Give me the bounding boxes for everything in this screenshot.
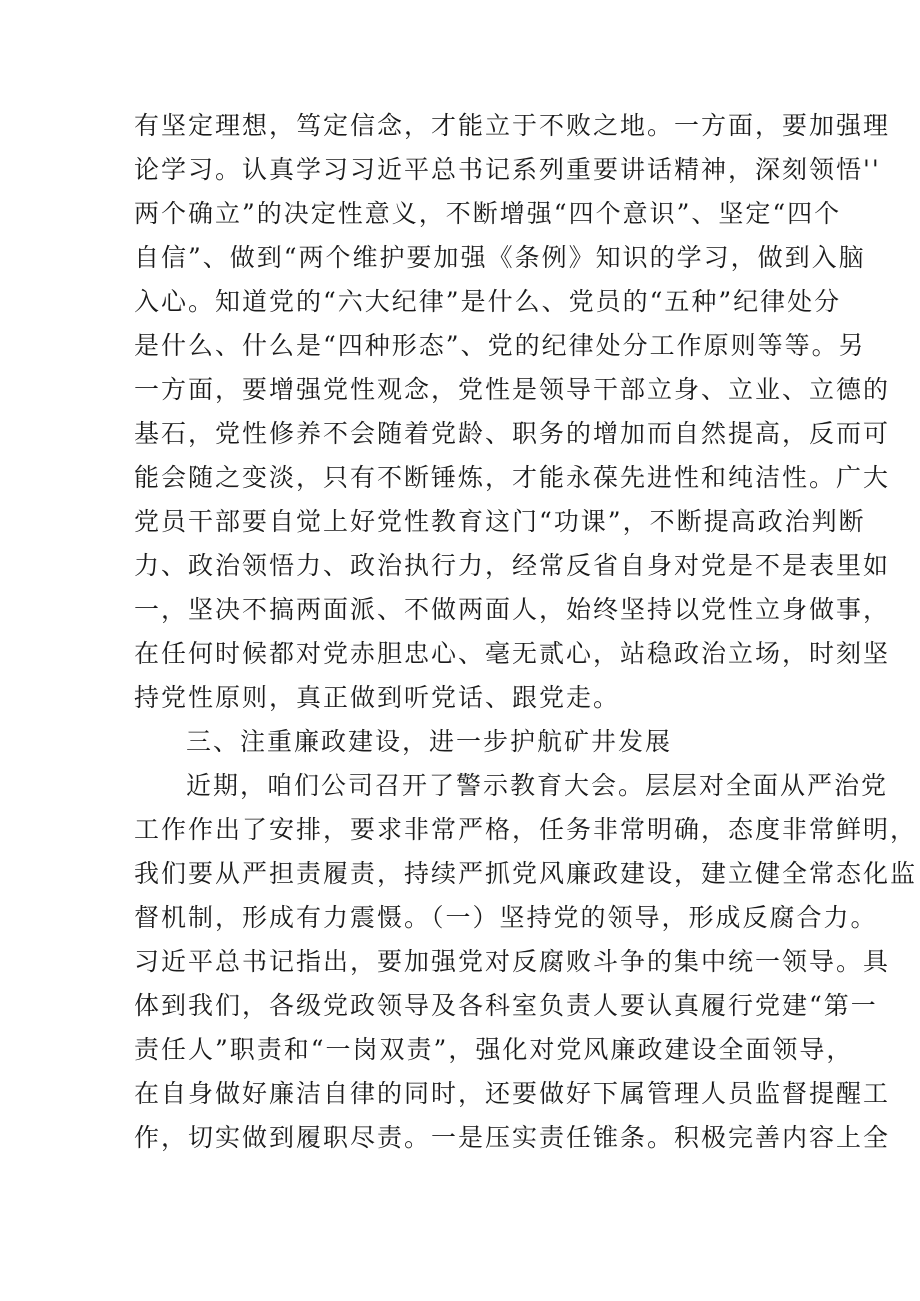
text-line: 有坚定理想，笃定信念，才能立于不败之地。一方面，要加强理	[134, 111, 891, 140]
text-line: 一方面，要增强党性观念，党性是领导干部立身、立业、立德的	[134, 375, 891, 404]
text-line: 在任何时候都对党赤胆忠心、毫无贰心，站稳政治立场，时刻坚	[134, 639, 891, 668]
text-line: 党员干部要自觉上好党性教育这门“功课”，不断提高政治判断	[134, 507, 866, 536]
text-line: 基石，党性修养不会随着党龄、职务的增加而自然提高，反而可	[134, 419, 891, 448]
text-line: 作，切实做到履职尽责。一是压实责任锥条。积极完善内容上全	[134, 1123, 891, 1152]
text-line: 我们要从严担责履责，持续严抓党风廉政建设，建立健全常态化监	[134, 859, 918, 888]
text-line: 工作作出了安排，要求非常严格，任务非常明确，态度非常鲜明，	[134, 815, 918, 844]
text-line: 是什么、什么是“四种形态”、党的纪律处分工作原则等等。另	[134, 331, 866, 360]
text-line: 自信”、做到“两个维护要加强《条例》知识的学习，做到入脑	[134, 243, 866, 272]
text-line: 体到我们，各级党政领导及各科室负责人要认真履行党建“第一	[134, 991, 878, 1020]
text-line: 在自身做好廉洁自律的同时，还要做好下属管理人员监督提醒工	[134, 1079, 891, 1108]
text-line: 责任人”职责和“一岗双责”，强化对党风廉政建设全面领导，	[134, 1035, 854, 1064]
text-line: 能会随之变淡，只有不断锤炼，才能永葆先进性和纯洁性。广大	[134, 463, 891, 492]
text-line: 习近平总书记指出，要加强党对反腐败斗争的集中统一领导。具	[134, 947, 891, 976]
text-line: 督机制，形成有力震慑。（一）坚持党的领导，形成反腐合力。	[134, 903, 878, 932]
text-line: 入心。知道党的“六大纪律”是什么、党员的“五种”纪律处分	[134, 287, 842, 316]
text-line: 论学习。认真学习习近平总书记系列重要讲话精神，深刻领悟''	[134, 155, 881, 184]
text-line: 一，坚决不搞两面派、不做两面人，始终坚持以党性立身做事，	[134, 595, 891, 624]
text-line: 近期，咱们公司召开了警示教育大会。层层对全面从严治党	[186, 771, 889, 800]
text-line: 两个确立”的决定性意义，不断增强“四个意识”、坚定“四个	[134, 199, 842, 228]
text-line: 力、政治领悟力、政治执行力，经常反省自身对党是不是表里如	[134, 551, 891, 580]
section-heading: 三、注重廉政建设，进一步护航矿井发展	[186, 727, 673, 756]
text-line: 持党性原则，真正做到听党话、跟党走。	[134, 683, 621, 712]
